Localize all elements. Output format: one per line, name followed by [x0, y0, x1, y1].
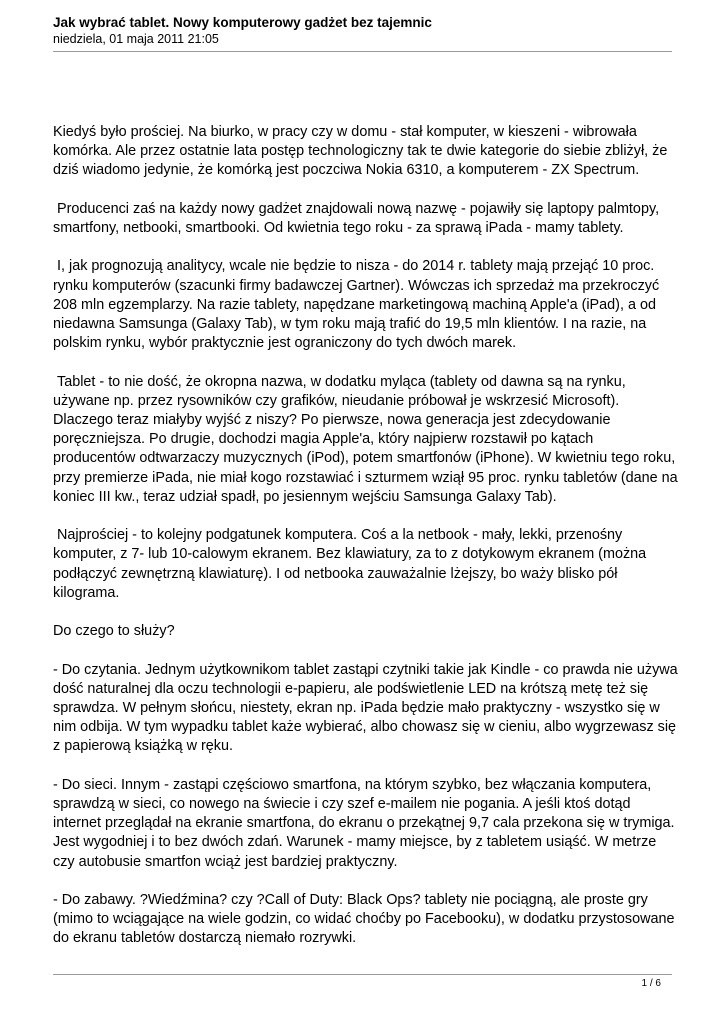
article-paragraph: Najprościej - to kolejny podgatunek komputera. Coś a la netbook - mały, lekki, przenośny komputer, z 7- lub 10-calowym ekranem. Bez klawiatury, za to z dotykowym ekranem (można podłączyć zewnętrzną klawiaturę). I od netbooka zauważalnie lżejszy, bo waży blisko pół kilograma. [53, 527, 651, 601]
article-paragraph: Kiedyś było prościej. Na biurko, w pracy czy w domu - stał komputer, w kieszeni - wibrowała komórka. Ale przez ostatnie lata postęp technologiczny tak te dwie kategorie do siebie zbliżył, że dziś wiadomo jedynie, że komórką jest poczciwa Nokia 6310, a komputerem - ZX Spectrum. [53, 124, 672, 179]
document-title: Jak wybrać tablet. Nowy komputerowy gadżet bez tajemnic [53, 15, 432, 30]
article-body [53, 123, 682, 968]
article-paragraph: - Do czytania. Jednym użytkownikom tablet zastąpi czytniki takie jak Kindle - co prawda nie używa dość naturalnej dla oczu technologii e-papieru, ale podświetlenie LED na krótszą metę też się sprawdza. W pełnym słońcu, niestety, ekran np. iPada będzie mało praktyczny - wszystko się w nim odbija. W tym wypadku tablet każe wybierać, albo chowasz się w cieniu, albo wygrzewasz się z papierową książką w ręku. [53, 661, 682, 755]
article-paragraph: Tablet - to nie dość, że okropna nazwa, w dodatku myląca (tablety od dawna są na rynku, używane np. przez rysowników czy grafików, nieudanie próbował je wskrzesić Microsoft). Dlaczego teraz miałyby wyjść z niszy? Po pierwsze, nowa generacja jest zdecydowanie poręczniejsza. Po drugie, dochodzi magia Apple'a, który najpierw rozstawił po kątach producentów odtwarzaczy muzycznych (iPod), potem smartfonów (iPhone). W kwietniu tego roku, przy premierze iPada, nie miał kogo rozstawiać i szturmem wziął 95 proc. rynku tabletów (dane na koniec III kw., teraz udział spadł, po jesiennym wejściu Samsunga Galaxy Tab). [53, 373, 682, 505]
article-paragraph: Producenci zaś na każdy nowy gadżet znajdowali nową nazwę - pojawiły się laptopy palmtopy, smartfony, netbooki, smartbooki. Od kwietnia tego roku - za sprawą iPada - mamy tablety. [53, 200, 664, 236]
article-paragraph: I, jak prognozują analitycy, wcale nie będzie to nisza - do 2014 r. tablety mają przejąć 10 proc. rynku komputerów (szacunki firmy badawczej Gartner). Wówczas ich sprzedaż ma przekroczyć 208 mln egzemplarzy. Na razie tablety, napędzane marketingową machiną Apple'a (iPad), a od niedawna Samsunga (Galaxy Tab), w tym roku mają trafić do 19,5 mln klientów. I na razie, na polskim rynku, wybór praktycznie jest ograniczony do tych dwóch marek. [53, 258, 664, 352]
publication-date: niedziela, 01 maja 2011 21:05 [53, 32, 219, 46]
header-divider [53, 51, 672, 52]
page-number: 1 / 6 [641, 978, 661, 989]
article-paragraph: - Do sieci. Innym - zastąpi częściowo smartfona, na którym szybko, bez włączania komputera, sprawdzą w sieci, co nowego na świecie i czy szef e-mailem nie pogania. A jeśli ktoś dotąd internet przeglądał na ekranie smartfona, do ekranu o przekątnej 9,7 cala przekona się w trymiga. Jest wygodniej i to bez dwóch zdań. Warunek - mamy miejsce, by z tabletem usiąść. W metrze czy autobusie smartfon wciąż jest bardziej praktyczny. [53, 776, 679, 870]
article-paragraph: - Do zabawy. ?Wiedźmina? czy ?Call of Duty: Black Ops? tablety nie pociągną, ale proste gry (mimo to wciągające na wiele godzin, co widać choćby po Facebooku), w dodatku przystosowane do ekranu tabletów dostarczą niemało rozrywki. [53, 892, 679, 947]
footer-divider [53, 974, 672, 975]
section-question: Do czego to służy? [53, 623, 175, 640]
document-header [53, 15, 673, 47]
